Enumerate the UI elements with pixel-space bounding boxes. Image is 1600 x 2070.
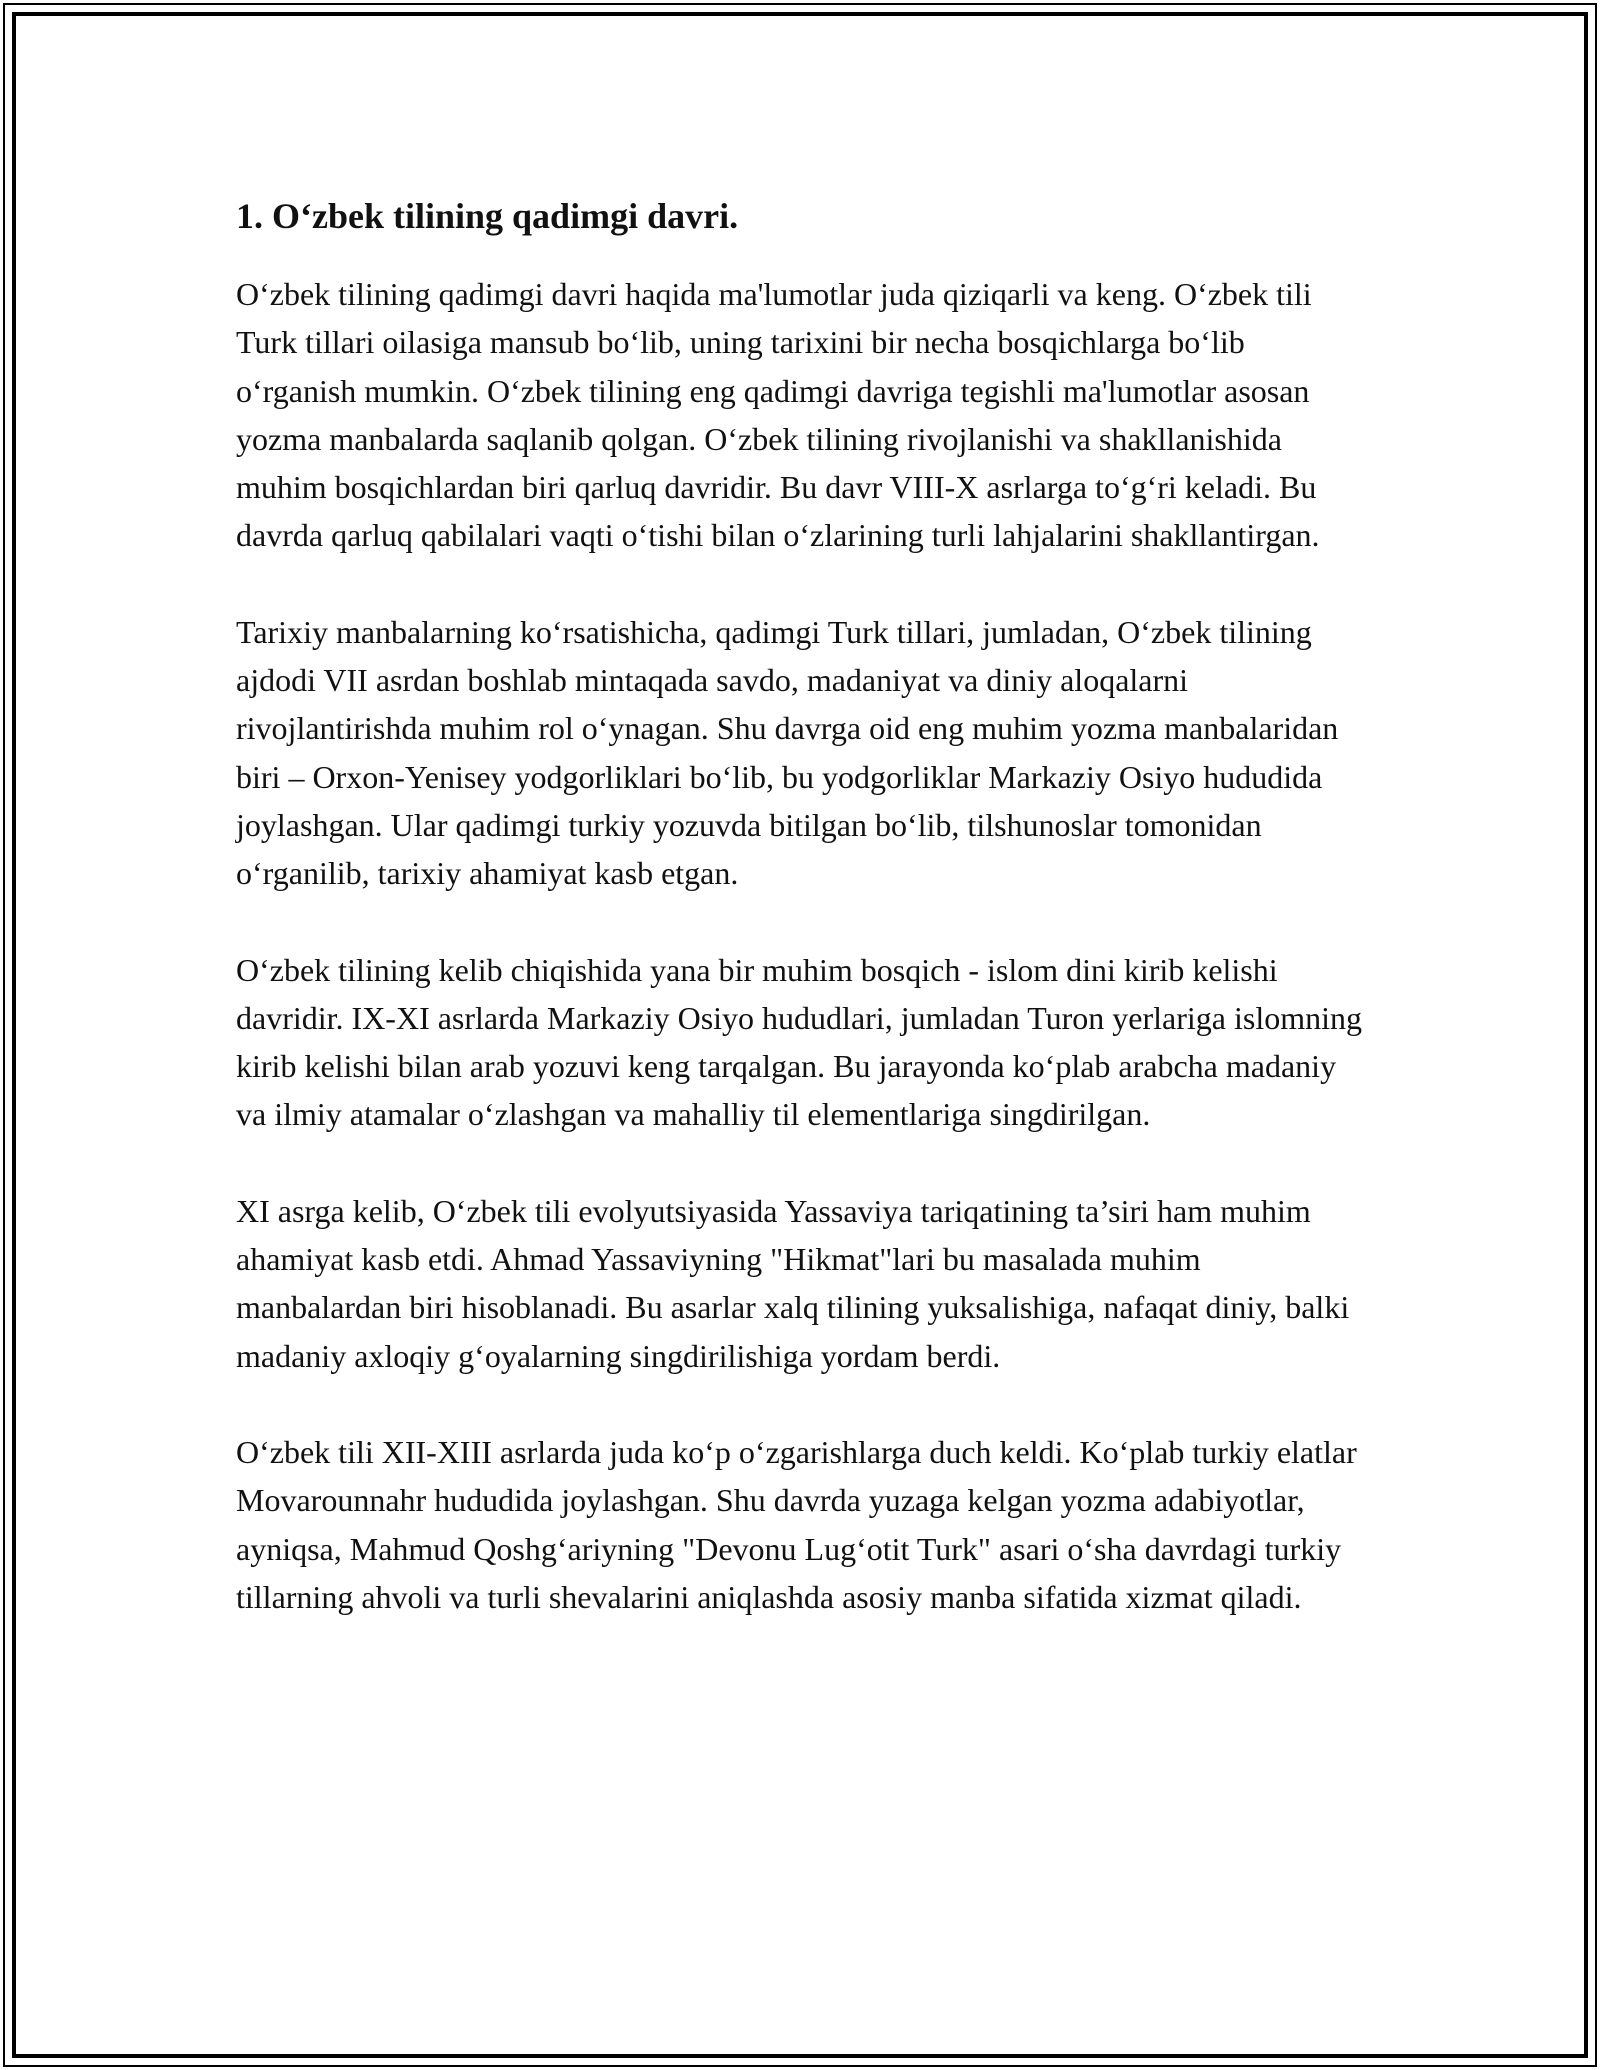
paragraph-2: Tarixiy manbalarning ko‘rsatishicha, qadimgi Turk tillari, jumladan, O‘zbek tilining ajdodi VII asrdan boshlab mintaqada savdo, madaniyat va diniy aloqalarni rivojlantirishda muhim rol o‘ynagan. Shu davrga oid eng muhim yozma manbalaridan biri – Orxon-Yenisey yodgorliklari bo‘lib, bu yodgorliklar Markaziy Osiyo hududida joylashgan. Ular qadimgi turkiy yozuvda bitilgan bo‘lib, tilshunoslar tomonidan o‘rganilib, tarixiy ahamiyat kasb etgan. (236, 613, 1339, 892)
paragraph-3: O‘zbek tilining kelib chiqishida yana bir muhim bosqich - islom dini kirib kelishi davridir. IX-XI asrlarda Markaziy Osiyo hududlari, jumladan Turon yerlariga islomning kirib kelishi bilan arab yozuvi keng tarqalgan. Bu jarayonda ko‘plab arabcha madaniy va ilmiy atamalar o‘zlashgan va mahalliy til elementlariga singdirilgan. (236, 951, 1362, 1133)
paragraph-5: O‘zbek tili XII-XIII asrlarda juda ko‘p o‘zgarishlarga duch keldi. Ko‘plab turkiy elatlar Movarounnahr hududida joylashgan. Shu davrda yuzaga kelgan yozma adabiyotlar, ayniqsa, Mahmud Qoshg‘ariyning "Devonu Lug‘otit Turk" asari o‘sha davrdagi turkiy tillarning ahvoli va turli shevalarini aniqlashda asosiy manba sifatida xizmat qiladi. (236, 1433, 1357, 1615)
paragraph-4: XI asrga kelib, O‘zbek tili evolyutsiyasida Yassaviya tariqatining ta’siri ham muhim ahamiyat kasb etdi. Ahmad Yassaviyning "Hikmat"lari bu masalada muhim manbalardan biri hisoblanadi. Bu asarlar xalq tilining yuksalishiga, nafaqat diniy, balki madaniy axloqiy g‘oyalarning singdirilishiga yordam berdi. (236, 1192, 1350, 1374)
document-body (236, 190, 1366, 1669)
paragraph-1: O‘zbek tilining qadimgi davri haqida ma'lumotlar juda qiziqarli va keng. O‘zbek tili Turk tillari oilasiga mansub bo‘lib, uning tarixini bir necha bosqichlarga bo‘lib o‘rganish mumkin. O‘zbek tilining eng qadimgi davriga tegishli ma'lumotlar asosan yozma manbalarda saqlanib qolgan. O‘zbek tilining rivojlanishi va shakllanishida muhim bosqichlardan biri qarluq davridir. Bu davr VIII-X asrlarga to‘g‘ri keladi. Bu davrda qarluq qabilalari vaqti o‘tishi bilan o‘zlarining turli lahjalarini shakllantirgan. (236, 276, 1320, 554)
section-heading: 1. O‘zbek tilining qadimgi davri. (236, 196, 739, 236)
